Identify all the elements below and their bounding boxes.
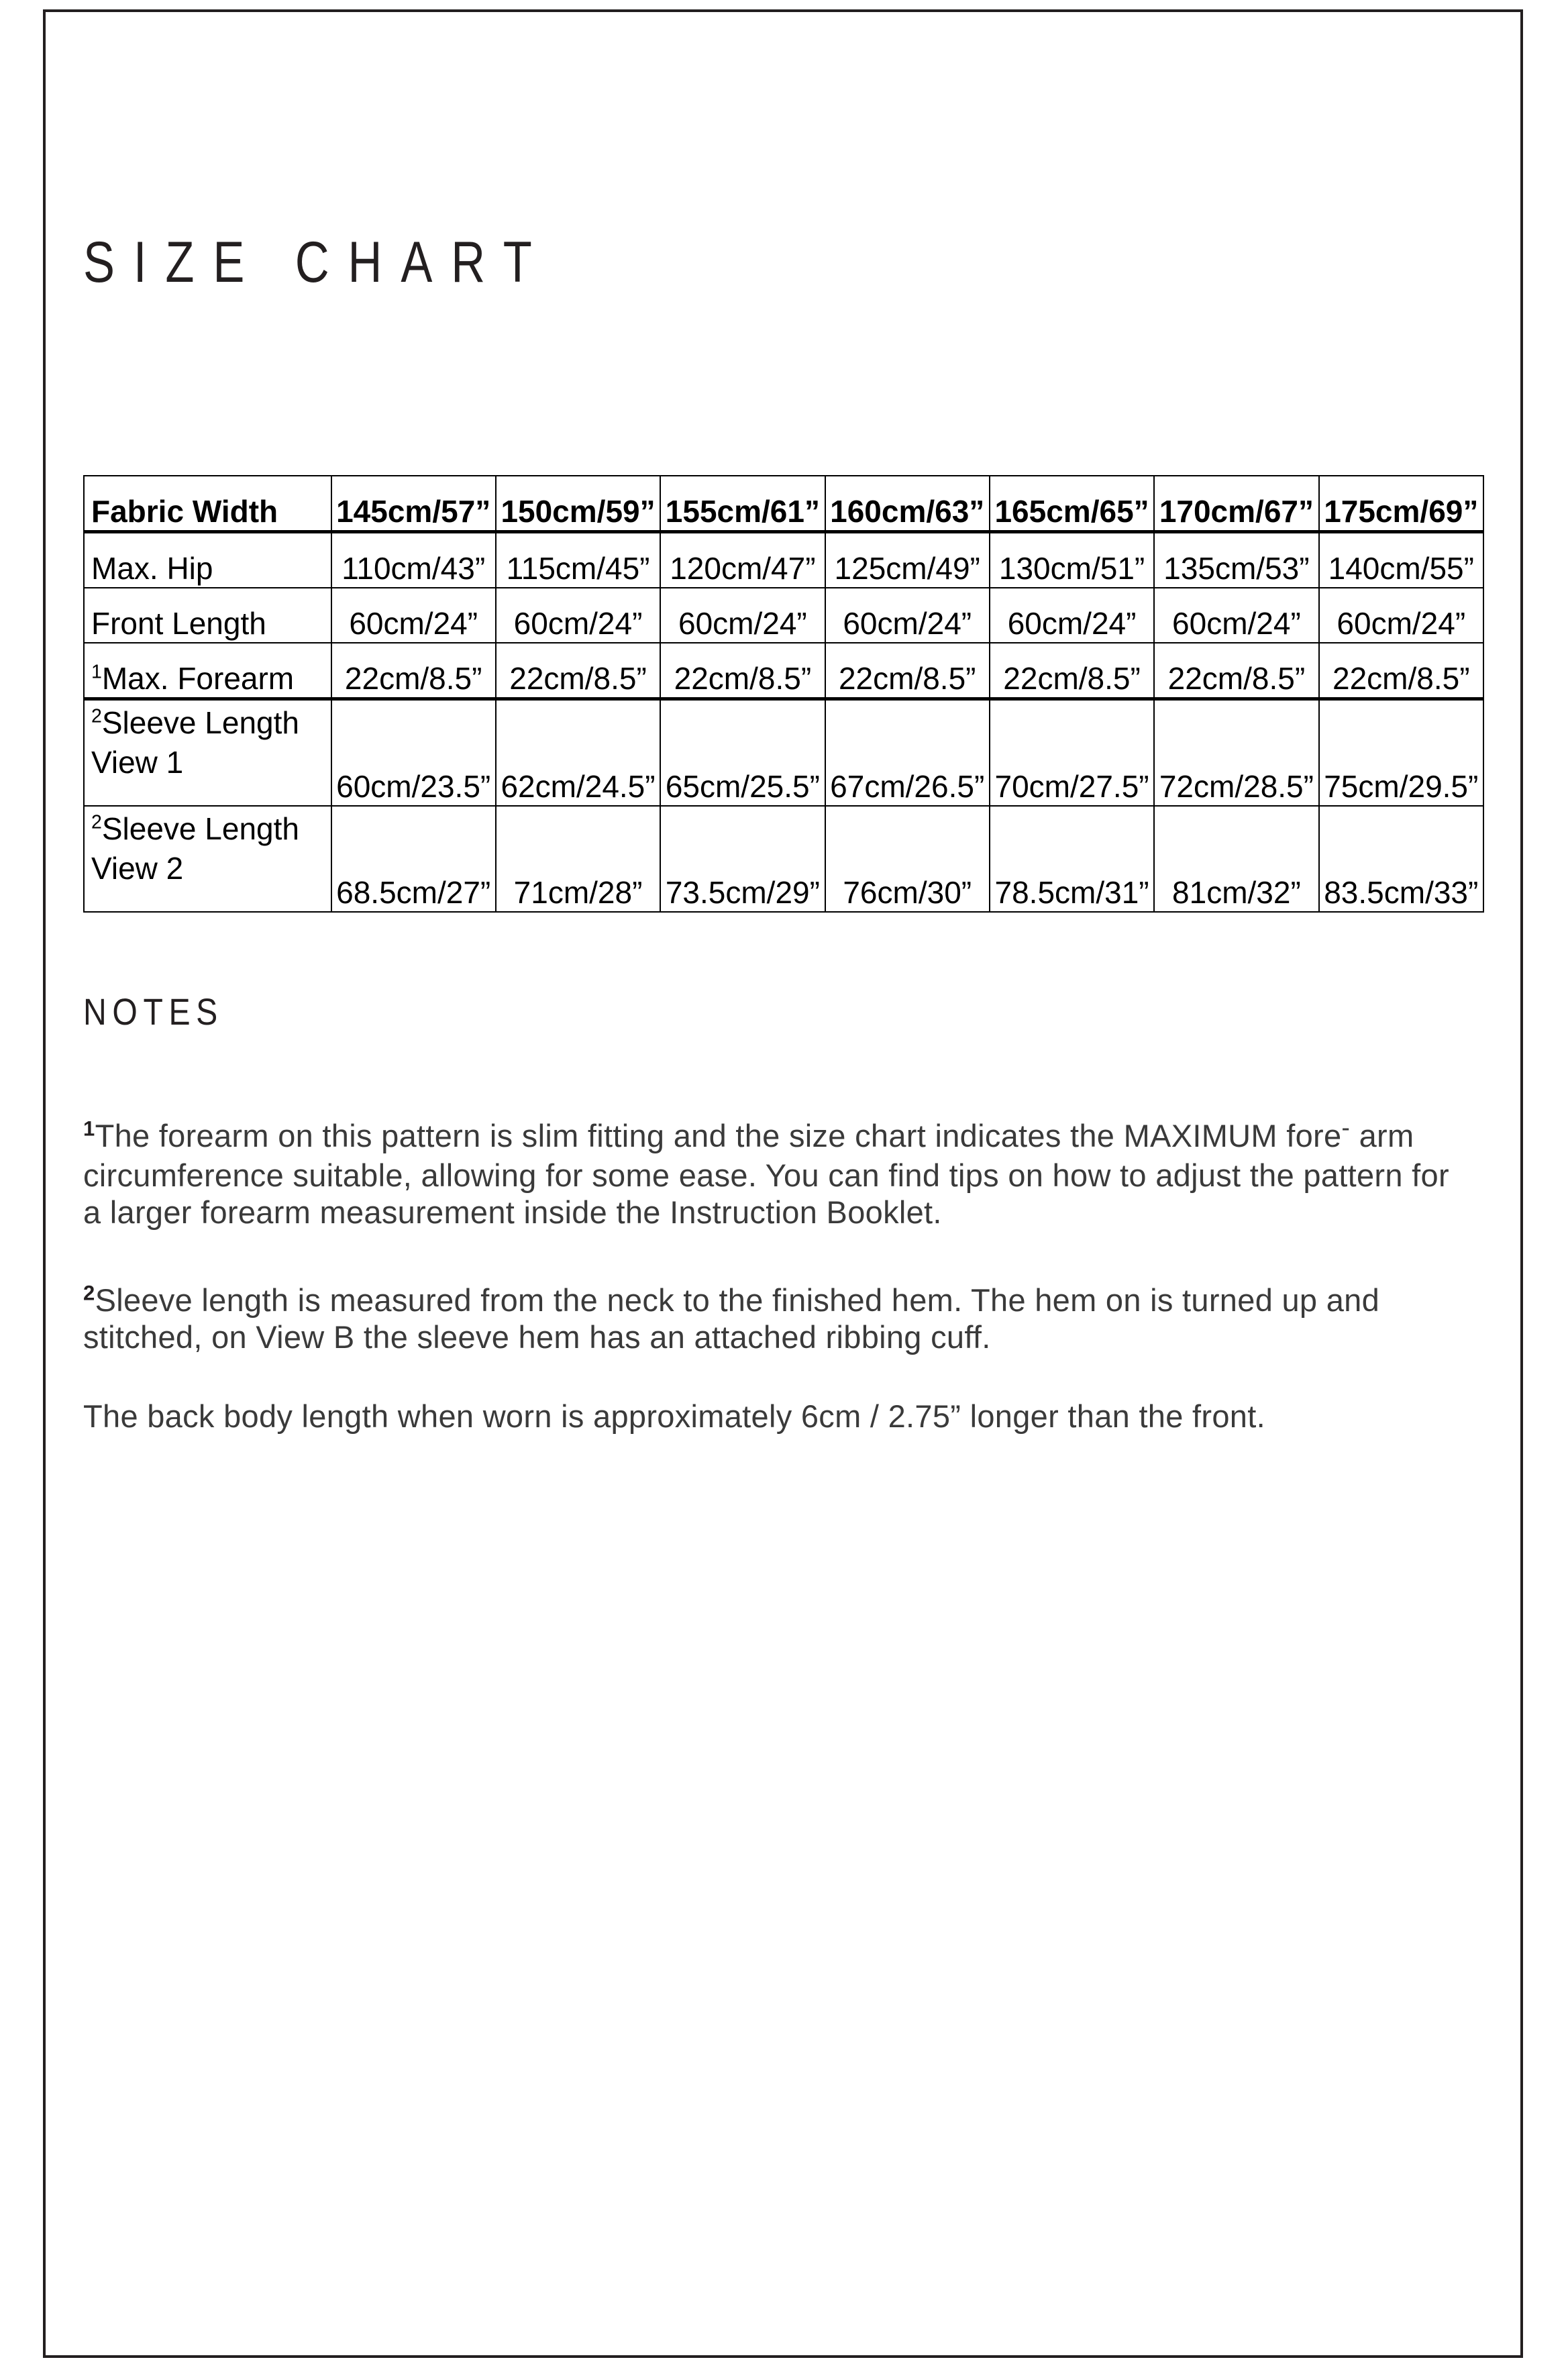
footnote-marker: 2 [83,1281,95,1305]
column-header-170: 170cm/67” [1154,476,1318,532]
size-chart-table-container [83,475,1484,913]
row-label-subtext: View 2 [91,850,184,886]
column-header-165: 165cm/65” [990,476,1154,532]
note-text: Sleeve length is measured from the neck to the finished hem. The hem on is turned up and stitched, on View B the sleeve hem has an attached ribbing cuff. [83,1282,1380,1355]
note-paragraph-forearm [83,1113,1465,1231]
note-paragraph-back-body-length [83,1398,1465,1435]
page-sheet [43,9,1523,2358]
row-label-sleeve-length-view-2 [84,806,331,912]
cell: 67cm/26.5” [825,699,990,807]
column-header-fabric-width: Fabric Width [84,476,331,532]
row-label-sleeve-length-view-1 [84,699,331,807]
cell: 110cm/43” [331,532,496,588]
cell: 60cm/24” [990,588,1154,643]
cell: 62cm/24.5” [496,699,660,807]
note-paragraph-sleeve-length [83,1282,1465,1355]
footnote-marker: 2 [91,705,102,727]
note-text: The back body length when worn is approximately 6cm / 2.75” longer than the front. [83,1398,1265,1434]
table-row [84,588,1483,643]
table-row [84,532,1483,588]
row-label-front-length [84,588,331,643]
cell: 70cm/27.5” [990,699,1154,807]
cell: 115cm/45” [496,532,660,588]
cell: 72cm/28.5” [1154,699,1318,807]
column-header-175: 175cm/69” [1319,476,1483,532]
cell: 65cm/25.5” [660,699,825,807]
cell: 60cm/24” [660,588,825,643]
row-label-text: Max. Forearm [101,661,295,696]
row-label-subtext: View 1 [91,744,184,780]
column-header-145: 145cm/57” [331,476,496,532]
column-header-155: 155cm/61” [660,476,825,532]
page-content [83,12,1510,2355]
hyphen-glyph: ‐ [1341,1113,1351,1141]
note-text-part-2: arm circumference suitable, allowing for some ease. You can find tips on how to adjust the pattern for a larger forearm measurement inside the Instruction Booklet. [83,1118,1449,1230]
cell: 78.5cm/31” [990,806,1154,912]
size-chart-table [83,475,1484,913]
notes-heading: NOTES [83,990,223,1033]
table-row [84,699,1483,807]
table-header-row [84,476,1483,532]
cell: 60cm/24” [1319,588,1483,643]
column-header-160: 160cm/63” [825,476,990,532]
footnote-marker: 1 [83,1117,95,1141]
cell: 125cm/49” [825,532,990,588]
row-label-text: Front Length [91,606,266,641]
cell: 60cm/23.5” [331,699,496,807]
row-label-text: Sleeve Length [101,811,299,846]
cell: 81cm/32” [1154,806,1318,912]
cell: 71cm/28” [496,806,660,912]
cell: 22cm/8.5” [1319,643,1483,699]
row-label-max-hip [84,532,331,588]
row-label-text: Sleeve Length [101,705,299,740]
row-label-max-forearm [84,643,331,699]
cell: 75cm/29.5” [1319,699,1483,807]
cell: 60cm/24” [825,588,990,643]
cell: 60cm/24” [496,588,660,643]
cell: 60cm/24” [331,588,496,643]
cell: 22cm/8.5” [990,643,1154,699]
cell: 130cm/51” [990,532,1154,588]
note-text-part-1: The forearm on this pattern is slim fitting and the size chart indicates the MAXIMUM fore [95,1118,1342,1153]
cell: 22cm/8.5” [496,643,660,699]
table-row [84,643,1483,699]
row-label-text: Max. Hip [91,551,213,586]
cell: 60cm/24” [1154,588,1318,643]
cell: 135cm/53” [1154,532,1318,588]
column-header-150: 150cm/59” [496,476,660,532]
cell: 68.5cm/27” [331,806,496,912]
page-title: SIZE CHART [83,230,551,295]
table-row [84,806,1483,912]
cell: 22cm/8.5” [331,643,496,699]
cell: 76cm/30” [825,806,990,912]
cell: 22cm/8.5” [825,643,990,699]
cell: 83.5cm/33” [1319,806,1483,912]
footnote-marker: 2 [91,811,102,833]
cell: 73.5cm/29” [660,806,825,912]
cell: 22cm/8.5” [660,643,825,699]
cell: 22cm/8.5” [1154,643,1318,699]
cell: 120cm/47” [660,532,825,588]
footnote-marker: 1 [91,661,102,683]
cell: 140cm/55” [1319,532,1483,588]
